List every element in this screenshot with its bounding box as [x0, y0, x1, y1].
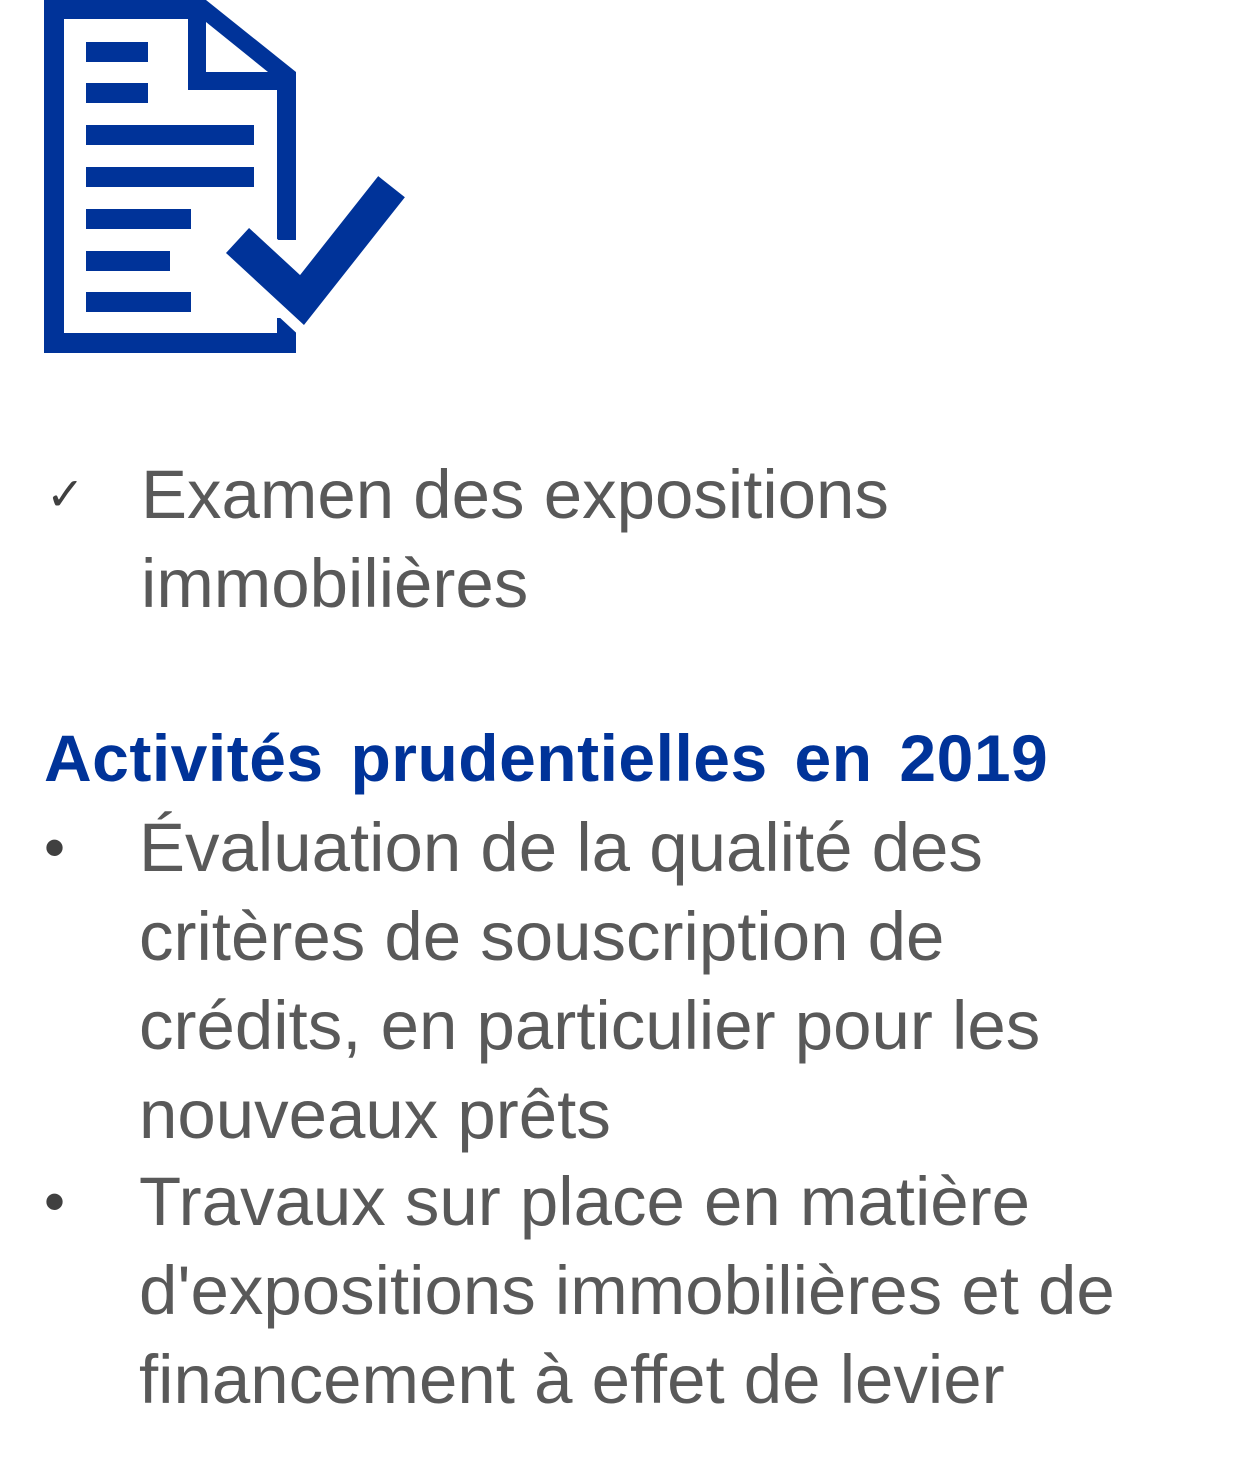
bullet-icon: •: [44, 814, 66, 881]
list-item: [40, 803, 1210, 1159]
review-item-text: Examen des expositions immobilières: [141, 456, 889, 622]
checkmark-icon: ✓: [46, 467, 85, 521]
list-item: [40, 1157, 1210, 1424]
document-check-icon: [40, 0, 410, 360]
bullet-icon: •: [44, 1168, 66, 1235]
list-item-text: Travaux sur place en matière d'expositions immobilières et de financement à effet de levier: [139, 1163, 1115, 1418]
review-item: [40, 450, 1210, 628]
list-item-text: Évaluation de la qualité des critères de souscription de crédits, en particulier pour les nouveaux prêts: [139, 809, 1041, 1153]
section-heading: Activités prudentielles en 2019: [44, 721, 1049, 795]
